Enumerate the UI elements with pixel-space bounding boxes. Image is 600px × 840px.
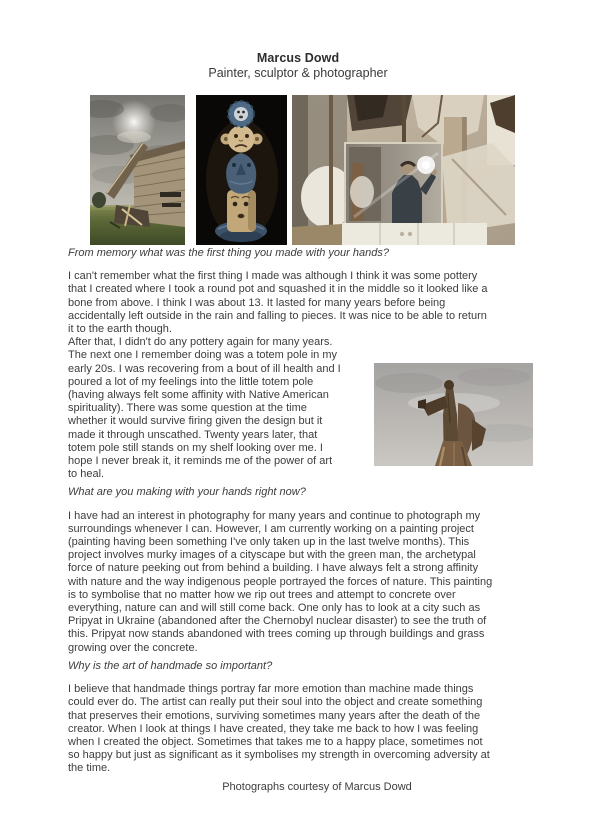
text-line: that preserves their emotions, surviving sometimes many years after the death of the: [68, 709, 481, 722]
page-subtitle: Painter, sculptor & photographer: [208, 66, 388, 80]
text-line: everything, nature can and will still come back. One only has to look at a city such as: [68, 602, 481, 615]
text-line: it to the earth though.: [68, 323, 172, 336]
derelict-room-illustration: [292, 95, 515, 245]
page-title: Marcus Dowd: [256, 51, 340, 65]
derelict-barn-illustration: [90, 95, 185, 245]
text-line: Pripyat in Ukraine (abandoned after the Chernobyl nuclear disaster) to see the truth of: [68, 615, 487, 628]
text-line: so happy but just as significant as it symbolises my strength in overcoming adversity at: [68, 749, 490, 762]
interview-content: [68, 247, 530, 794]
text-line: could ever do. The artist can really put their soul into the object and create something: [68, 696, 483, 709]
interview-question-1: From memory what was the first thing you made with your hands?: [68, 247, 389, 259]
text-line: with nature and the way indigenous people portrayed the forces of nature. This painting: [68, 575, 493, 588]
header: [0, 51, 596, 81]
text-line: I can't remember what the first thing I made was although I think it was some pottery: [68, 270, 478, 283]
interview-question-3: Why is the art of handmade so important?: [68, 659, 273, 672]
text-line: spirituality). There was some question at the time: [68, 402, 307, 415]
text-line: growing over the concrete.: [68, 641, 198, 654]
interview-answer-2: [68, 510, 530, 655]
text-line: (painting having been something I've only taken up in the last twelve months). This: [68, 536, 470, 549]
photo-wooden-sculpture: [374, 363, 533, 466]
text-line: whether it would survive firing given the design but it: [68, 415, 323, 428]
text-line: bone from above. I think I was about 13. It lasted for many years before being: [68, 296, 446, 309]
interview-answer-3: [68, 683, 530, 775]
text-line: the time.: [68, 762, 111, 775]
text-line: I have had an interest in photography for many years and continue to photograph my: [68, 509, 481, 522]
photo-mirror-self-portrait: [292, 95, 515, 245]
text-line: hope I never break it, it reminds me of the power of art: [68, 455, 333, 468]
interview-question-2: What are you making with your hands right now?: [68, 486, 306, 499]
text-line: poured a lot of my feelings into the little totem pole: [68, 375, 314, 388]
text-line: (having always felt some affinity with Native American: [68, 389, 329, 402]
text-line: totem pole still stands on my shelf looking over me. I: [68, 441, 323, 454]
text-line: surroundings whenever I can. However, I am currently working on a painting project: [68, 522, 474, 535]
text-line: early 20s. I was recovering from a bout of ill health and I: [68, 362, 341, 375]
photo-derelict-barn: [90, 95, 185, 245]
interview-answer-1: [68, 270, 530, 481]
text-line: to heal.: [68, 468, 105, 481]
totem-pole-illustration: [196, 95, 287, 245]
text-line: accidentally left outside in the rain and falling to pieces. It was nice to be able to return: [68, 309, 487, 322]
photo-credit-line: Photographs courtesy of Marcus Dowd: [222, 780, 412, 793]
photo-totem-pole-sculpture: [196, 95, 287, 245]
text-line: when I created the object. Sometimes that takes me to a happy place, sometimes not: [68, 735, 483, 748]
text-line: After that, I didn't do any pottery again for many years.: [68, 336, 333, 349]
text-line: this. Pripyat now stands abandoned with trees coming up through buildings and grass: [68, 628, 485, 641]
text-line: I believe that handmade things portray far more emotion than machine made things: [68, 683, 474, 696]
text-line: is to symbolise that no matter how we rip out trees and attempt to concrete over: [68, 588, 456, 601]
wooden-sculpture-illustration: [374, 363, 533, 466]
text-line: project involves murky images of a cityscape but with the green man, the archetypal: [68, 549, 476, 562]
text-line: made it through unscathed. Twenty years later, that: [68, 428, 318, 441]
text-line: force of nature peeking out from behind a building. I have always felt a strong affinity: [68, 562, 479, 575]
text-line: The next one I remember doing was a totem pole in my: [68, 349, 338, 362]
text-line: that I created where I took a round pot and squashed it in the middle so it looked like a: [68, 283, 488, 296]
text-line: creator. When I look at things I have created, they take me back to how I was feeling: [68, 722, 479, 735]
